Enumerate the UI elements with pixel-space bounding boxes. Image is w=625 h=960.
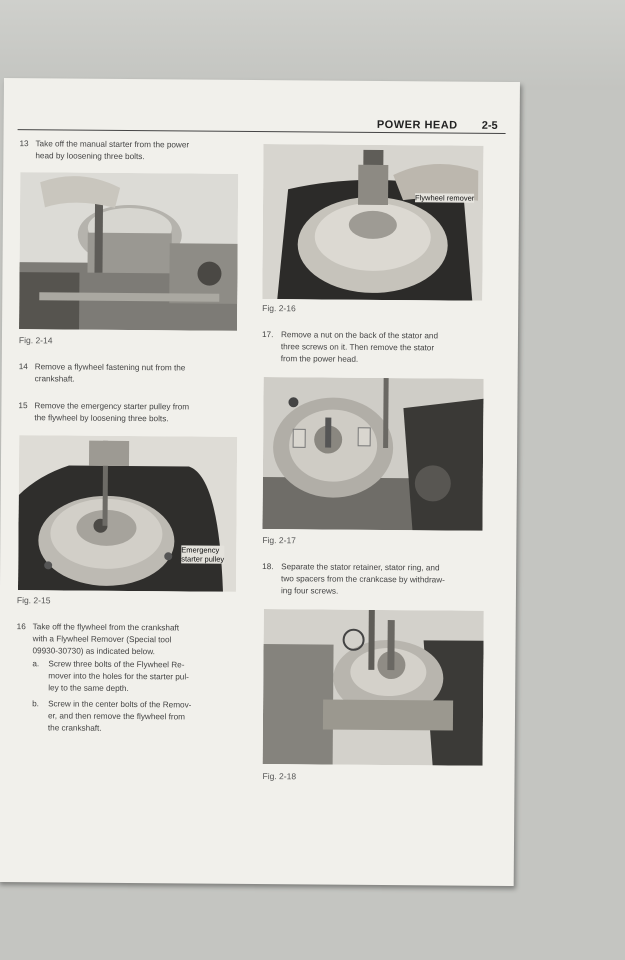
step-text-line: the flywheel by loosening three bolts.	[34, 413, 169, 424]
step-17	[261, 329, 488, 364]
step-text-line: er, and then remove the flywheel from	[47, 711, 186, 722]
callout-label: Flywheel remover	[415, 193, 475, 203]
step-number: 15	[18, 401, 28, 411]
step-text-line: ing four screws.	[280, 586, 339, 596]
callout-text: Emergency	[181, 545, 220, 555]
step-14	[18, 361, 241, 384]
step-text-line: 09930-30730) as indicated below.	[32, 646, 155, 657]
step-text-line: from the power head.	[280, 354, 359, 364]
background	[0, 0, 625, 90]
step-text-line: crankshaft.	[34, 374, 75, 384]
step-number: 16	[16, 622, 26, 632]
page-number: 2-5	[481, 119, 498, 132]
callout-label	[181, 545, 224, 563]
figure-caption: Fig. 2-16	[262, 303, 296, 314]
step-number: 18.	[262, 562, 274, 572]
step-text-line: Remove a flywheel fastening nut from the	[34, 362, 186, 373]
step-18	[262, 561, 488, 596]
step-text-line: Separate the stator retainer, stator ring, and	[281, 562, 440, 573]
step-15	[18, 400, 240, 424]
step-number: a.	[32, 659, 40, 669]
step-number: b.	[32, 699, 39, 709]
manual-page	[0, 78, 520, 886]
callout-text: starter pulley	[181, 554, 225, 564]
step-text-line: two spacers from the crankcase by withdraw-	[281, 574, 445, 585]
step-16	[16, 621, 239, 657]
figure-2-15-photo	[18, 435, 237, 592]
figure-2-16-photo	[262, 144, 483, 301]
step-text-line: mover into the holes for the starter pul-	[48, 671, 189, 682]
step-text-line: Remove a nut on the back of the stator and	[280, 330, 439, 341]
step-13	[19, 138, 242, 162]
figure-2-17-photo	[262, 377, 483, 531]
step-16a	[32, 658, 238, 693]
step-16b	[32, 698, 238, 733]
step-text-line: Screw three bolts of the Flywheel Re-	[48, 659, 185, 670]
step-number: 13	[19, 139, 29, 149]
step-text-line: the crankshaft.	[47, 723, 102, 733]
step-text-line: with a Flywheel Remover (Special tool	[32, 634, 172, 645]
step-number: 14	[18, 362, 28, 372]
step-text-line: Screw in the center bolts of the Remov-	[48, 699, 192, 710]
step-text-line: Take off the manual starter from the power	[35, 139, 190, 150]
figure-2-18-photo	[263, 609, 484, 766]
figure-caption: Fig. 2-18	[262, 771, 297, 782]
section-title: POWER HEAD	[376, 118, 458, 132]
figure-caption: Fig. 2-14	[18, 335, 53, 346]
step-text-line: head by loosening three bolts.	[35, 151, 145, 162]
step-text-line: ley to the same depth.	[48, 683, 129, 693]
step-text-line: Take off the flywheel from the crankshaft	[32, 622, 180, 633]
step-number: 17.	[261, 330, 274, 340]
step-text-line: Remove the emergency starter pulley from	[34, 401, 190, 412]
figure-caption: Fig. 2-17	[262, 535, 296, 546]
figure-caption: Fig. 2-15	[16, 595, 51, 606]
step-text-line: three screws on it. Then remove the stator	[280, 342, 435, 353]
figure-2-14-photo	[19, 172, 238, 331]
